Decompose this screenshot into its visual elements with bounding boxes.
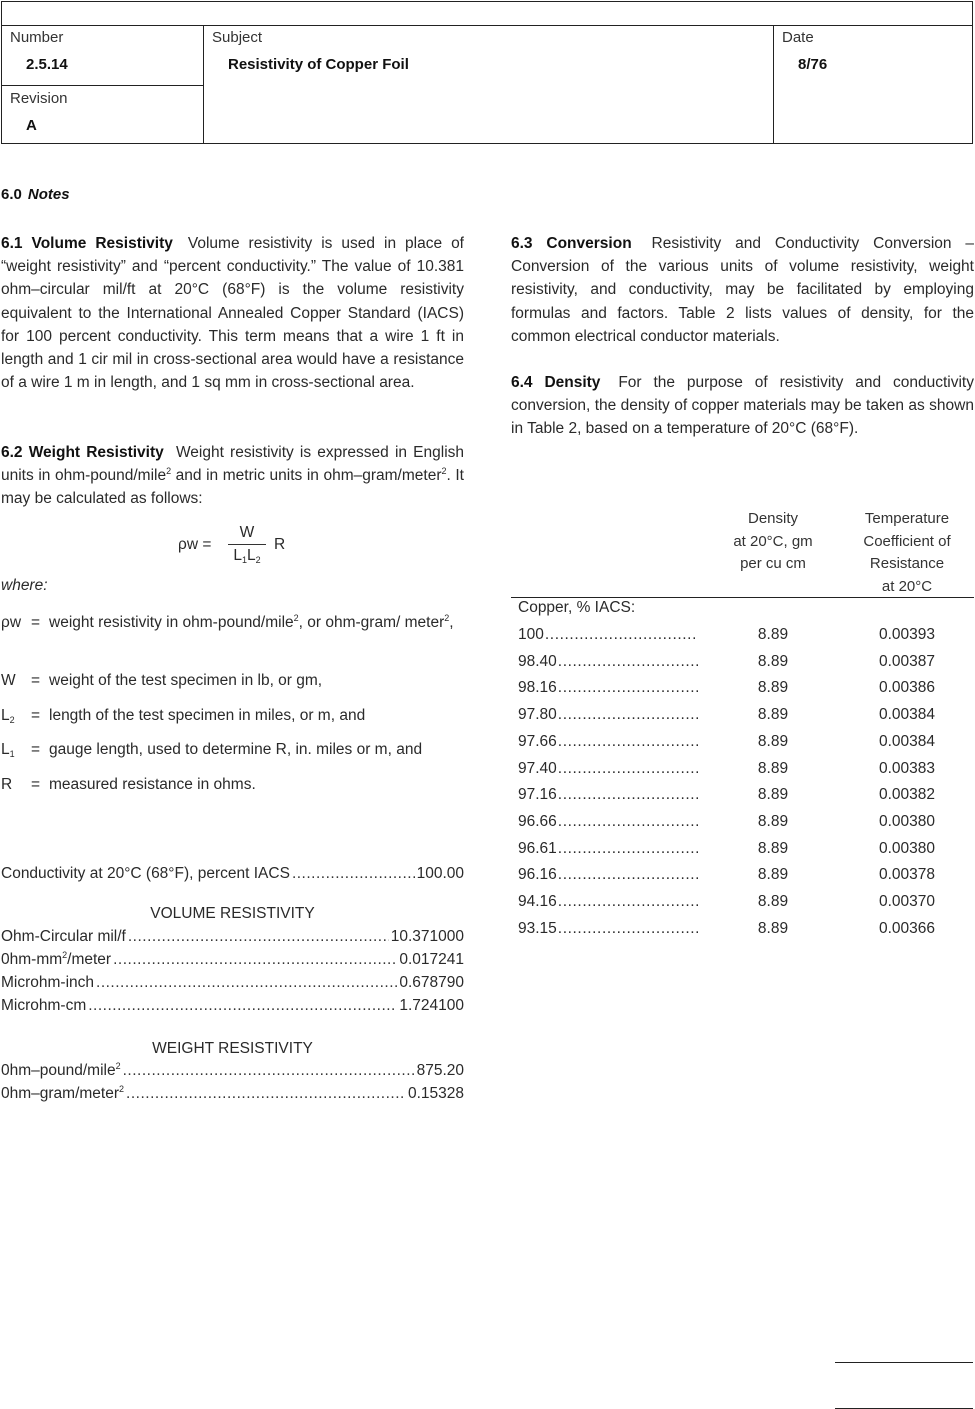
iacs-value: 100 xyxy=(518,626,544,643)
cell-temp-coefficient: 0.00378 xyxy=(878,866,936,884)
formula-rhs: R xyxy=(274,536,286,553)
header-line: Resistance xyxy=(869,555,945,572)
table-row xyxy=(518,866,974,893)
cell-density: 8.89 xyxy=(757,759,789,777)
where-label: where: xyxy=(1,577,48,594)
revision-value: A xyxy=(26,117,37,134)
superscript: 2 xyxy=(293,613,299,623)
dot-leader xyxy=(96,974,397,992)
header-line: Density xyxy=(747,510,799,527)
column-header-density xyxy=(718,508,828,576)
dot-leader xyxy=(558,760,698,778)
dot-leader xyxy=(113,951,397,969)
dot-leader xyxy=(558,920,698,938)
cell-iacs xyxy=(518,786,698,804)
label-a: 0hm-mm xyxy=(1,951,63,968)
paragraph-conversion xyxy=(511,232,974,348)
cell-temp-coefficient: 0.00370 xyxy=(878,893,936,910)
dot-leader xyxy=(558,653,698,671)
subject-label: Subject xyxy=(212,29,263,46)
cell-density: 8.89 xyxy=(757,626,789,643)
cell-temp-coefficient: 0.00393 xyxy=(878,626,936,643)
definition-w xyxy=(1,669,464,692)
subject-cell xyxy=(204,25,774,144)
property-value: 10.371000 xyxy=(390,928,464,945)
iacs-value: 96.66 xyxy=(518,812,557,830)
dot-leader xyxy=(123,1062,415,1080)
volume-row xyxy=(1,974,464,997)
cell-iacs xyxy=(518,920,698,938)
dot-leader xyxy=(128,928,389,946)
table-row xyxy=(518,893,974,920)
document-header xyxy=(1,1,973,144)
den-subscript: 2 xyxy=(255,555,261,565)
cell-iacs xyxy=(518,733,698,751)
label-b: /meter xyxy=(67,951,112,968)
paragraph-heading: 6.2 Weight Resistivity xyxy=(1,444,164,461)
formula-fraction xyxy=(228,524,266,565)
iacs-value: 98.40 xyxy=(518,652,557,670)
symbol-letter: L xyxy=(1,707,10,724)
property-label: Microhm-inch xyxy=(1,974,95,991)
volume-row xyxy=(1,928,464,951)
volume-row xyxy=(1,951,464,974)
table-caption: Copper, % IACS: xyxy=(518,599,636,616)
table-row xyxy=(518,706,974,733)
subject-value: Resistivity of Copper Foil xyxy=(228,56,409,73)
cell-density: 8.89 xyxy=(757,919,789,937)
formula-denominator xyxy=(233,547,260,564)
cell-temp-coefficient: 0.00384 xyxy=(878,732,936,750)
cell-density: 8.89 xyxy=(757,706,789,724)
cell-density: 8.89 xyxy=(757,732,789,750)
weight-resistivity-formula xyxy=(178,524,378,570)
label-a: 0hm–pound/mile xyxy=(1,1062,116,1079)
table-row xyxy=(518,679,974,706)
symbol-subscript: 2 xyxy=(9,715,15,725)
definition-text-c: , xyxy=(449,614,454,631)
dot-leader xyxy=(558,733,698,751)
property-label xyxy=(1,951,111,969)
paragraph-body: For the purpose of resistivity and conductivity conversion, the density of copper materials may be taken as shown in Table 2, based on a temperature of 20°C (68°F). xyxy=(511,374,974,438)
superscript: 2 xyxy=(444,613,450,623)
superscript: 2 xyxy=(115,1061,121,1071)
cell-temp-coefficient: 0.00382 xyxy=(878,786,936,804)
paragraph-body: Volume resistivity is used in place of “weight resistivity” and “percent conductivity.” The value of 10.381 ohm–circular mil/ft at 20°C (68°F) is the volume resistivity equivalent to the International Annealed Copper Standard (IACS) for 100 percent conductivity. This term means that a wire 1 ft in length and 1 cir mil in cross-sectional area would have a resistance of a wire 1 m in length, and 1 sq mm in cross-sectional area. xyxy=(1,235,464,392)
cell-density: 8.89 xyxy=(757,812,789,830)
cell-iacs xyxy=(518,626,698,644)
formula-numerator: W xyxy=(239,524,255,541)
property-label: Conductivity at 20°C (68°F), percent IACS xyxy=(1,865,290,882)
definition-text xyxy=(49,611,464,634)
cell-iacs xyxy=(518,760,698,778)
date-label: Date xyxy=(782,29,814,46)
weight-row xyxy=(1,1085,464,1108)
definition-equals: = xyxy=(31,672,41,689)
dot-leader xyxy=(558,840,698,858)
paragraph-body-c: . It may be calculated as follows: xyxy=(1,467,464,508)
definition-symbol: ρw xyxy=(1,614,22,631)
column-header-temp-coefficient xyxy=(845,508,969,598)
table-row xyxy=(518,840,974,867)
iacs-value: 97.16 xyxy=(518,786,557,804)
cell-density: 8.89 xyxy=(757,893,789,910)
formula-lhs: ρw = xyxy=(178,536,212,553)
fraction-bar xyxy=(228,544,266,545)
date-value: 8/76 xyxy=(798,56,828,73)
header-top-band xyxy=(2,2,972,26)
revision-label: Revision xyxy=(10,90,68,107)
conductivity-row xyxy=(1,865,464,888)
section-number: 6.0 xyxy=(1,186,22,203)
number-label: Number xyxy=(10,29,64,46)
header-line: Coefficient of xyxy=(863,532,951,550)
paragraph-heading: 6.3 Conversion xyxy=(511,235,632,252)
dot-leader xyxy=(558,706,698,724)
paragraph-heading: 6.1 Volume Resistivity xyxy=(1,235,173,252)
definition-text: gauge length, used to determine R, in. miles or m, and xyxy=(49,741,423,758)
iacs-value: 97.40 xyxy=(518,759,557,777)
definition-text: weight of the test specimen in lb, or gm, xyxy=(49,672,323,689)
date-cell xyxy=(774,25,972,144)
property-value: 100.00 xyxy=(416,865,464,882)
section-title xyxy=(1,186,70,203)
cell-iacs xyxy=(518,840,698,858)
paragraph-body-b: and in metric units in ohm–gram/meter xyxy=(171,467,442,485)
cell-iacs xyxy=(518,653,698,671)
den-subscript: 1 xyxy=(241,555,247,565)
volume-resistivity-heading: VOLUME RESISTIVITY xyxy=(150,905,315,922)
revision-cell xyxy=(2,86,204,144)
definition-rho-w xyxy=(1,611,464,634)
iacs-value: 96.16 xyxy=(518,866,557,884)
property-label: Microhm-cm xyxy=(1,997,87,1014)
cell-temp-coefficient: 0.00384 xyxy=(878,706,936,724)
cell-temp-coefficient: 0.00380 xyxy=(878,812,936,830)
paragraph-volume-resistivity xyxy=(1,232,464,394)
property-label xyxy=(1,1062,121,1080)
number-cell xyxy=(2,25,204,86)
dot-leader xyxy=(558,866,698,884)
definition-l2 xyxy=(1,704,464,727)
definition-l1 xyxy=(1,738,464,761)
property-label: Ohm-Circular mil/f xyxy=(1,928,126,945)
footer-rule xyxy=(835,1362,973,1363)
dot-leader xyxy=(558,893,698,911)
dot-leader xyxy=(292,865,415,883)
property-label xyxy=(1,1085,124,1103)
header-line: at 20°C, gm xyxy=(733,532,813,550)
symbol-letter: L xyxy=(1,741,10,758)
section-name: Notes xyxy=(27,186,70,203)
table-row xyxy=(518,626,974,653)
cell-temp-coefficient: 0.00366 xyxy=(878,919,936,937)
cell-iacs xyxy=(518,866,698,884)
definition-symbol xyxy=(1,704,15,727)
superscript: 2 xyxy=(119,1084,125,1094)
table-row xyxy=(518,920,974,947)
dot-leader xyxy=(88,997,397,1015)
property-value: 0.017241 xyxy=(399,951,464,968)
paragraph-density xyxy=(511,371,974,441)
paragraph-heading: 6.4 Density xyxy=(511,374,601,391)
definition-text-a: weight resistivity in ohm-pound/mile xyxy=(49,614,294,631)
paragraph-body: Resistivity and Conductivity Conversion – Conversion of the various units of volume resistivity, weight resistivity, and conductivity, may be facilitated by employing formulas and factors. Table 2 lists values of density, for the common electrical conductor materials. xyxy=(511,235,974,345)
superscript: 2 xyxy=(166,466,172,477)
definition-symbol: R xyxy=(1,776,13,793)
property-value: 1.724100 xyxy=(399,997,464,1014)
cell-density: 8.89 xyxy=(757,839,789,857)
cell-iacs xyxy=(518,706,698,724)
header-line: per cu cm xyxy=(740,555,806,572)
paragraph-weight-resistivity xyxy=(1,441,464,511)
superscript: 2 xyxy=(441,466,447,477)
iacs-value: 94.16 xyxy=(518,893,557,910)
definition-r xyxy=(1,773,464,796)
symbol-subscript: 1 xyxy=(9,749,15,759)
iacs-value: 97.66 xyxy=(518,732,557,750)
weight-resistivity-heading: WEIGHT RESISTIVITY xyxy=(152,1040,313,1057)
superscript: 2 xyxy=(62,950,68,960)
paragraph-body-a: Weight resistivity is expressed in English units in ohm-pound/mile xyxy=(1,444,465,485)
cell-temp-coefficient: 0.00383 xyxy=(878,759,936,777)
header-line: at 20°C xyxy=(881,577,933,595)
table-row xyxy=(518,653,974,680)
property-value: 875.20 xyxy=(416,1062,464,1079)
iacs-value: 98.16 xyxy=(518,679,557,697)
cell-temp-coefficient: 0.00380 xyxy=(878,839,936,857)
cell-density: 8.89 xyxy=(757,786,789,804)
property-value: 0.678790 xyxy=(399,974,464,991)
den-symbol: L xyxy=(233,547,242,564)
definition-equals: = xyxy=(31,614,41,631)
den-symbol: L xyxy=(247,547,256,564)
dot-leader xyxy=(126,1085,406,1103)
property-value: 0.15328 xyxy=(407,1085,464,1102)
cell-density: 8.89 xyxy=(757,679,789,697)
volume-row xyxy=(1,997,464,1020)
dot-leader xyxy=(545,626,698,644)
cell-iacs xyxy=(518,893,698,911)
header-line: Temperature xyxy=(864,510,950,527)
definition-text: measured resistance in ohms. xyxy=(49,776,256,793)
dot-leader xyxy=(558,679,698,697)
iacs-value: 97.80 xyxy=(518,706,557,724)
definition-symbol: W xyxy=(1,672,16,689)
definition-text-b: , or ohm-gram/ meter xyxy=(298,614,445,631)
table-row xyxy=(518,760,974,787)
definition-symbol xyxy=(1,738,15,761)
cell-iacs xyxy=(518,679,698,697)
dot-leader xyxy=(558,786,698,804)
cell-iacs xyxy=(518,813,698,831)
iacs-value: 93.15 xyxy=(518,919,557,937)
dot-leader xyxy=(558,813,698,831)
cell-density: 8.89 xyxy=(757,866,789,884)
cell-density: 8.89 xyxy=(757,652,789,670)
label-a: 0hm–gram/meter xyxy=(1,1085,120,1102)
cell-temp-coefficient: 0.00387 xyxy=(878,652,936,670)
definition-text: length of the test specimen in miles, or m, and xyxy=(49,707,366,724)
cell-temp-coefficient: 0.00386 xyxy=(878,679,936,697)
table-row xyxy=(518,786,974,813)
number-value: 2.5.14 xyxy=(26,56,68,73)
table-row xyxy=(518,733,974,760)
definition-equals: = xyxy=(31,707,41,724)
weight-row xyxy=(1,1062,464,1085)
table-header-rule xyxy=(511,597,974,598)
iacs-value: 96.61 xyxy=(518,839,557,857)
table-row xyxy=(518,813,974,840)
definition-equals: = xyxy=(31,741,41,758)
definition-equals: = xyxy=(31,776,41,793)
